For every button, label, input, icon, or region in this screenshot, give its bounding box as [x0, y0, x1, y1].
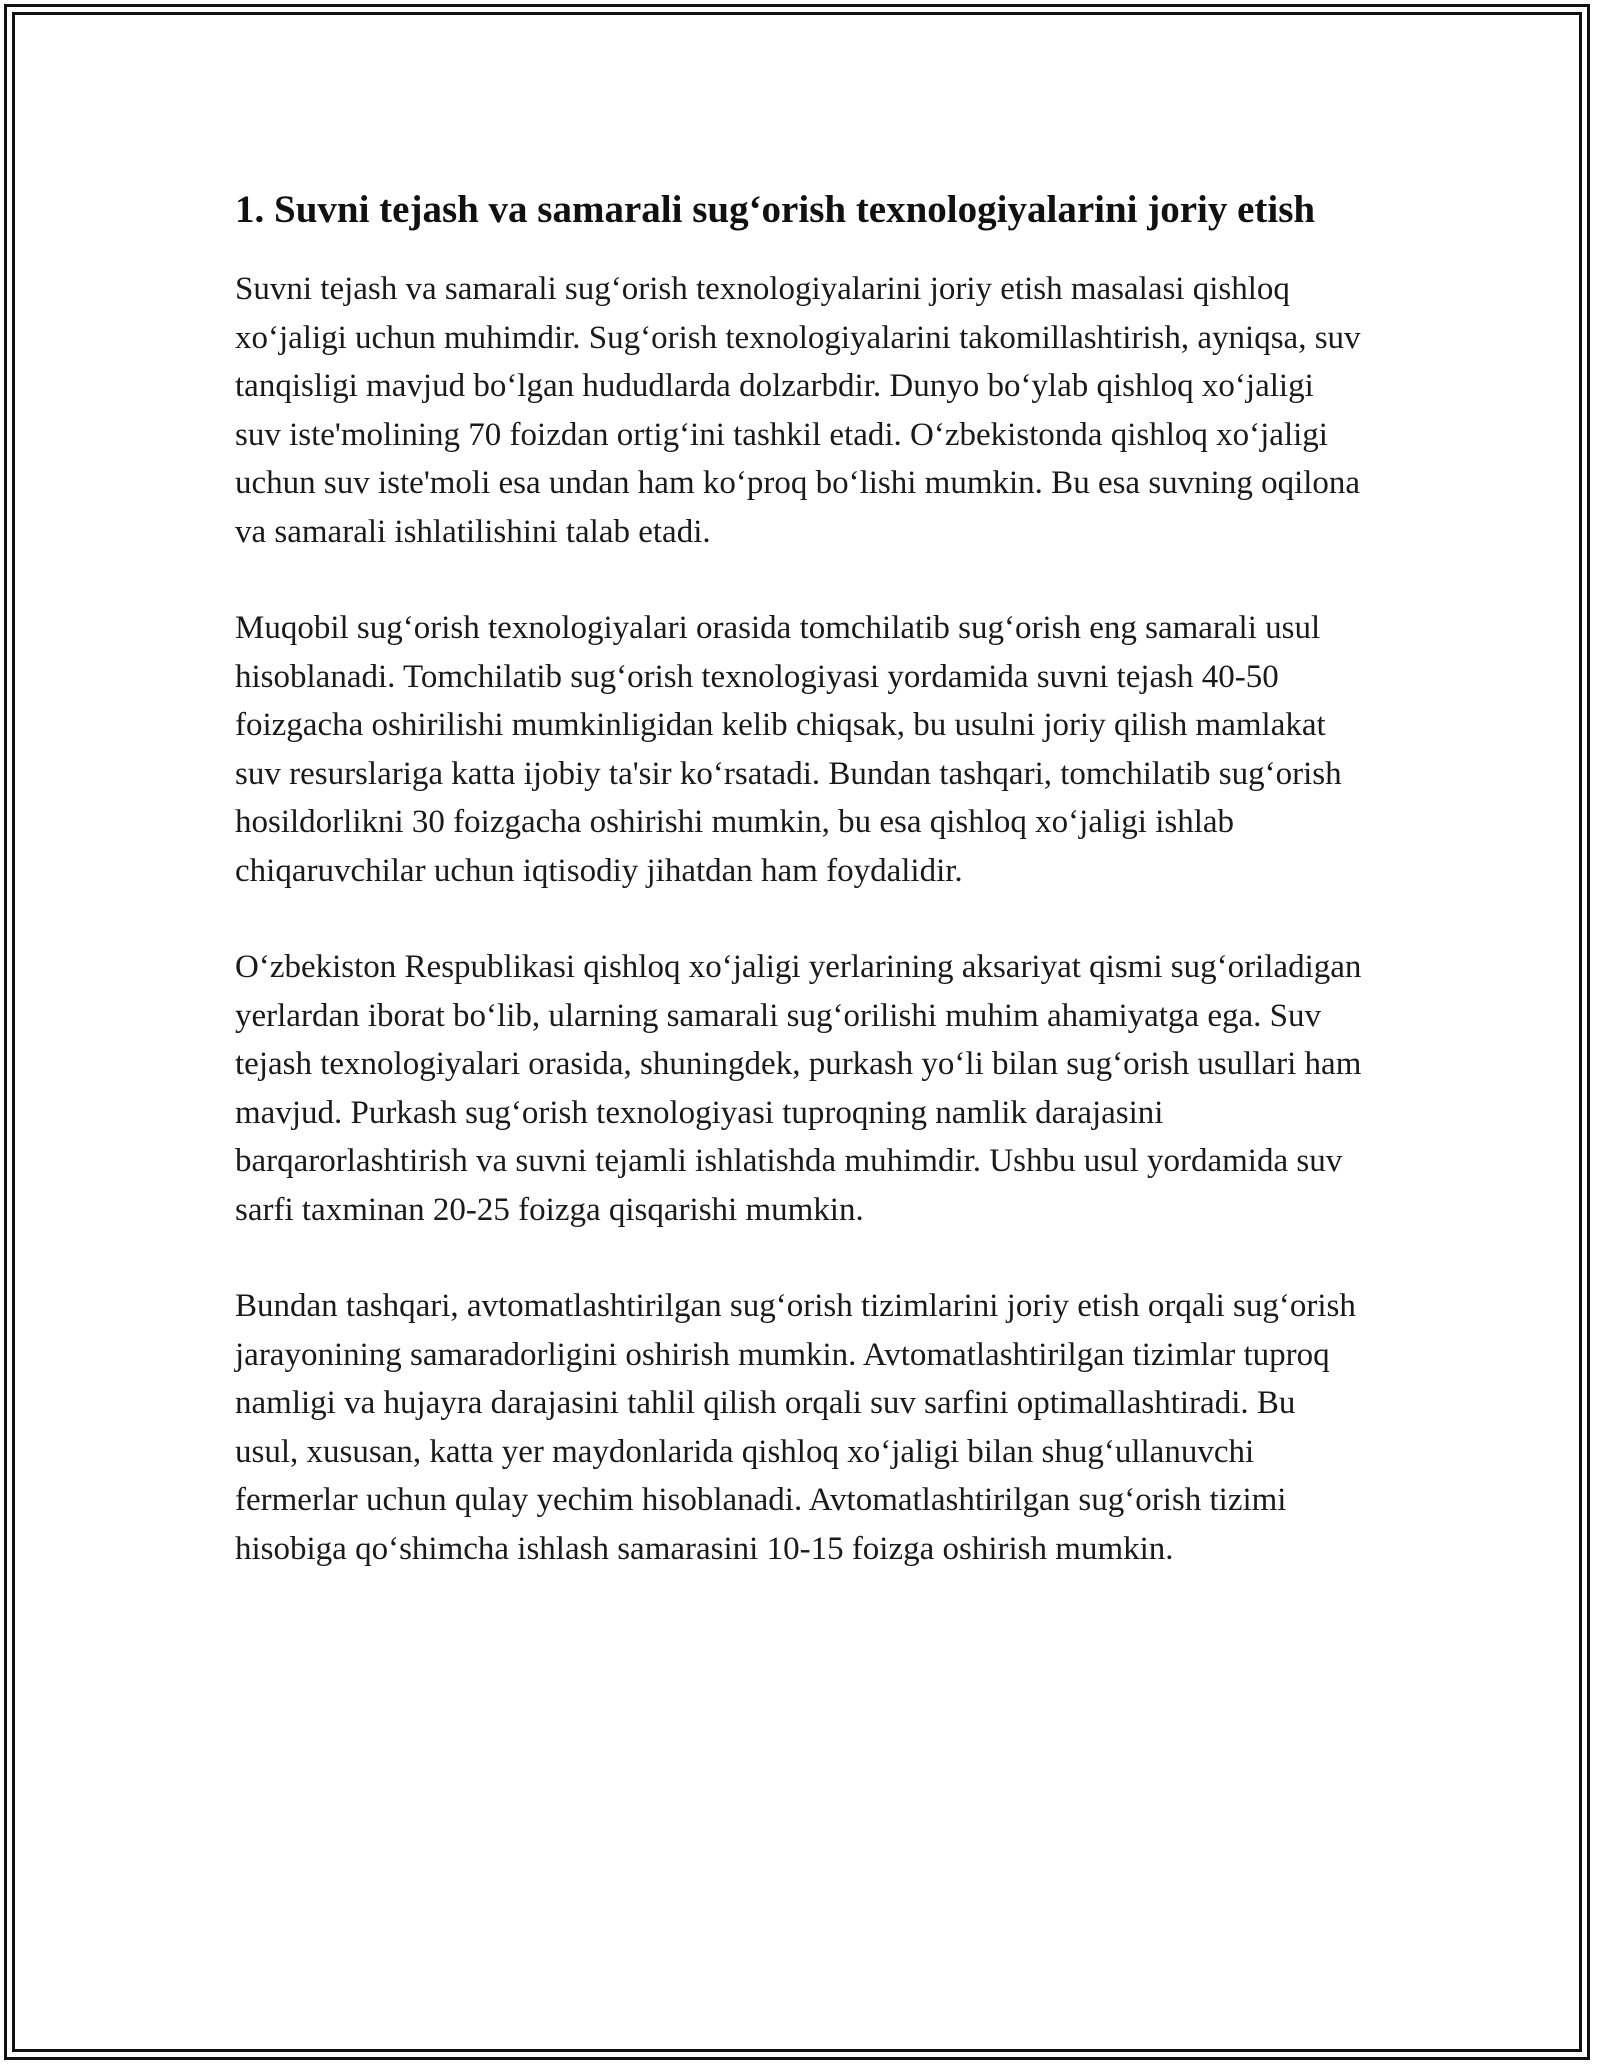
section-heading: 1. Suvni tejash va samarali sug‘orish texnologiyalarini joriy etish — [235, 188, 1316, 231]
paragraph-drip-irrigation: Muqobil sug‘orish texnologiyalari orasida tomchilatib sug‘orish eng samarali usul hisoblanadi. Tomchilatib sug‘orish texnologiyasi yordamida suvni tejash 40-50 foizgacha oshirilishi mumkinligidan kelib chiqsak, bu usulni joriy qilish mamlakat suv resurslariga katta ijobiy ta'sir ko‘rsatadi. Bundan tashqari, tomchilatib sug‘orish hosildorlikni 30 foizgacha oshirishi mumkin, bu esa qishloq xo‘jaligi ishlab chiqaruvchilar uchun iqtisodiy jihatdan ham foydalidir. — [235, 610, 1342, 889]
document-body — [235, 183, 1365, 1621]
paragraph-automated-irrigation: Bundan tashqari, avtomatlashtirilgan sug‘orish tizimlarini joriy etish orqali sug‘orish jarayonining samaradorligini oshirish mumkin. Avtomatlashtirilgan tizimlar tuproq namligi va hujayra darajasini tahlil qilish orqali suv sarfini optimallashtiradi. Bu usul, xususan, katta yer maydonlarida qishloq xo‘jaligi bilan shug‘ullanuvchi fermerlar uchun qulay yechim hisoblanadi. Avtomatlashtirilgan sug‘orish tizimi hisobiga qo‘shimcha ishlash samarasini 10-15 foizga oshirish mumkin. — [235, 1288, 1356, 1567]
paragraph-intro: Suvni tejash va samarali sug‘orish texnologiyalarini joriy etish masalasi qishloq xo‘jaligi uchun muhimdir. Sug‘orish texnologiyalarini takomillashtirish, ayniqsa, suv tanqisligi mavjud bo‘lgan hududlarda dolzarbdir. Dunyo bo‘ylab qishloq xo‘jaligi suv iste'molining 70 foizdan ortig‘ini tashkil etadi. O‘zbekistonda qishloq xo‘jaligi uchun suv iste'moli esa undan ham ko‘proq bo‘lishi mumkin. Bu esa suvning oqilona va samarali ishlatilishini talab etadi. — [235, 271, 1361, 550]
paragraph-sprinkler-irrigation: O‘zbekiston Respublikasi qishloq xo‘jaligi yerlarining aksariyat qismi sug‘oriladigan yerlardan iborat bo‘lib, ularning samarali sug‘orilishi muhim ahamiyatga ega. Suv tejash texnologiyalari orasida, shuningdek, purkash yo‘li bilan sug‘orish usullari ham mavjud. Purkash sug‘orish texnologiyasi tuproqning namlik darajasini barqarorlashtirish va suvni tejamli ishlatishda muhimdir. Ushbu usul yordamida suv sarfi taxminan 20-25 foizga qisqarishi mumkin. — [235, 949, 1362, 1228]
